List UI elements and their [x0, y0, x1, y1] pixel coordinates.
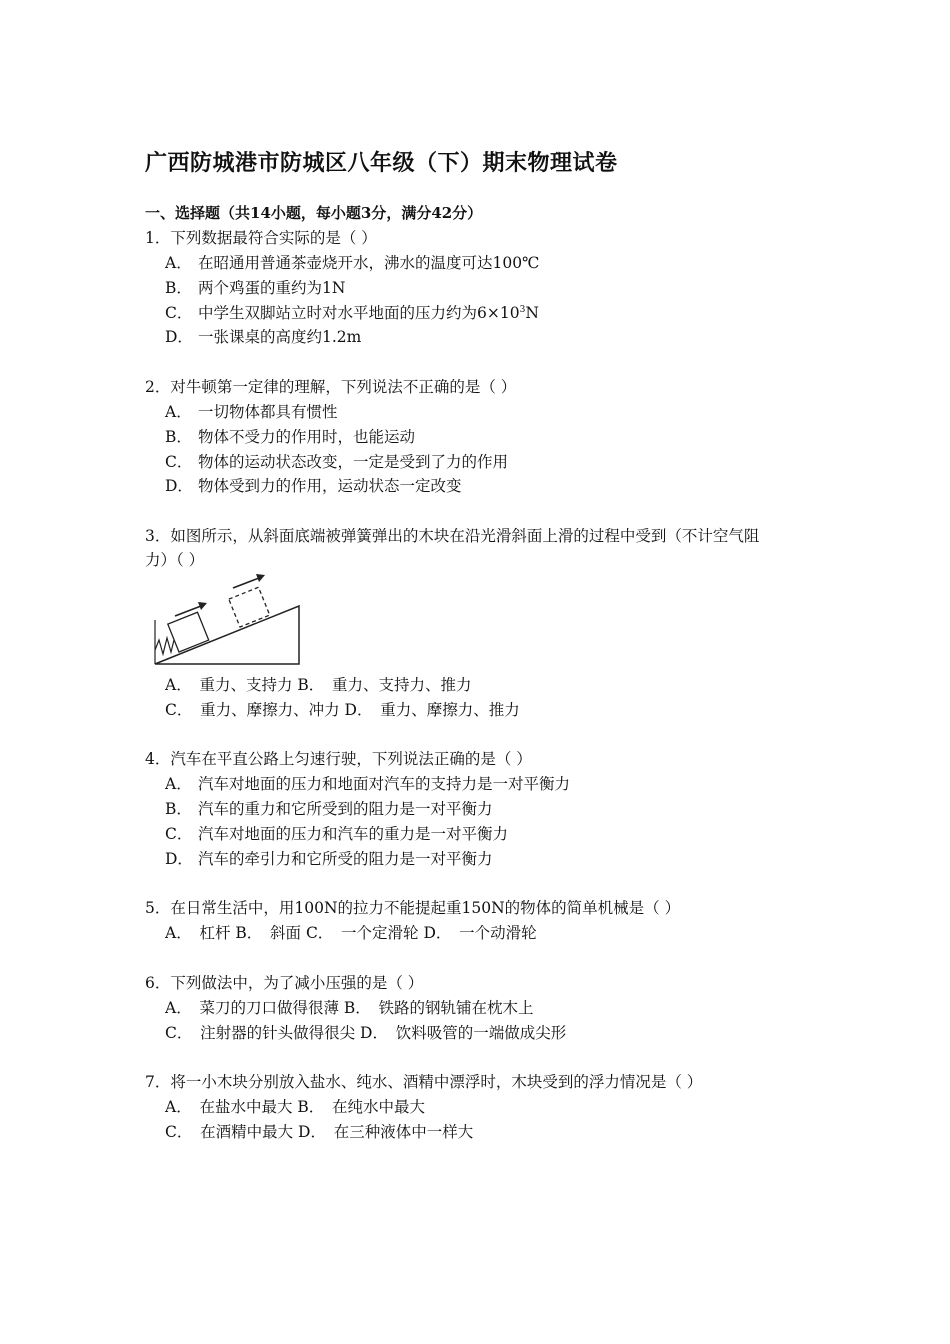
option-row: A． 在盐水中最大 B． 在纯水中最大: [165, 1098, 426, 1116]
option-row: A． 重力、支持力 B． 重力、支持力、推力: [165, 676, 472, 694]
option-a: A． 在昭通用普通茶壶烧开水，沸水的温度可达100℃: [165, 254, 540, 272]
option-d: D． 汽车的牵引力和它所受的阻力是一对平衡力: [165, 850, 493, 868]
option-row: C． 注射器的针头做得很尖 D． 饮料吸管的一端做成尖形: [165, 1024, 567, 1042]
velocity-arrow-2: [233, 574, 265, 588]
option-b: B． 汽车的重力和它所受到的阻力是一对平衡力: [165, 800, 493, 818]
question-stem: 6．下列做法中，为了减小压强的是（ ）: [145, 974, 424, 992]
page-title: 广西防城港市防城区八年级（下）期末物理试卷: [145, 150, 618, 176]
option-d: D． 物体受到力的作用，运动状态一定改变: [165, 477, 462, 495]
question-stem: 1．下列数据最符合实际的是（ ）: [145, 229, 377, 247]
question-stem: 2．对牛顿第一定律的理解，下列说法不正确的是（ ）: [145, 378, 517, 396]
incline-diagram: [145, 570, 305, 670]
option-row: C． 在酒精中最大 D． 在三种液体中一样大: [165, 1123, 474, 1141]
option-c: C． 物体的运动状态改变，一定是受到了力的作用: [165, 453, 509, 471]
incline-spring-figure: [145, 570, 305, 674]
question-stem-continued: 力）（ ）: [145, 551, 205, 569]
option-d: D． 一张课桌的高度约1.2m: [165, 328, 362, 346]
option-row: A． 杠杆 B． 斜面 C． 一个定滑轮 D． 一个动滑轮: [165, 924, 537, 942]
option-b: B． 两个鸡蛋的重约为1N: [165, 279, 346, 297]
option-c: C． 中学生双脚站立时对水平地面的压力约为$6\times 10^3N$: [165, 304, 539, 322]
option-a: A． 汽车对地面的压力和地面对汽车的支持力是一对平衡力: [165, 775, 571, 793]
option-a: A． 一切物体都具有惯性: [165, 403, 338, 421]
option-row: C． 重力、摩擦力、冲力 D． 重力、摩擦力、推力: [165, 701, 520, 719]
section-heading: 一、选择题（共14小题，每小题3分，满分42分）: [145, 204, 483, 222]
question-stem: 3．如图所示，从斜面底端被弹簧弹出的木块在沿光滑斜面上滑的过程中受到（不计空气阻: [145, 527, 760, 545]
wood-block: [168, 612, 209, 652]
question-stem: 7．将一小木块分别放入盐水、纯水、酒精中漂浮时，木块受到的浮力情况是（ ）: [145, 1073, 703, 1091]
option-b: B． 物体不受力的作用时，也能运动: [165, 428, 416, 446]
option-row: A． 菜刀的刀口做得很薄 B． 铁路的钢轨铺在枕木上: [165, 999, 534, 1017]
velocity-arrow-1: [175, 602, 207, 616]
question-stem: 5．在日常生活中，用100N的拉力不能提起重150N的物体的简单机械是（ ）: [145, 899, 681, 917]
option-c: C． 汽车对地面的压力和汽车的重力是一对平衡力: [165, 825, 509, 843]
question-stem: 4．汽车在平直公路上匀速行驶，下列说法正确的是（ ）: [145, 750, 532, 768]
